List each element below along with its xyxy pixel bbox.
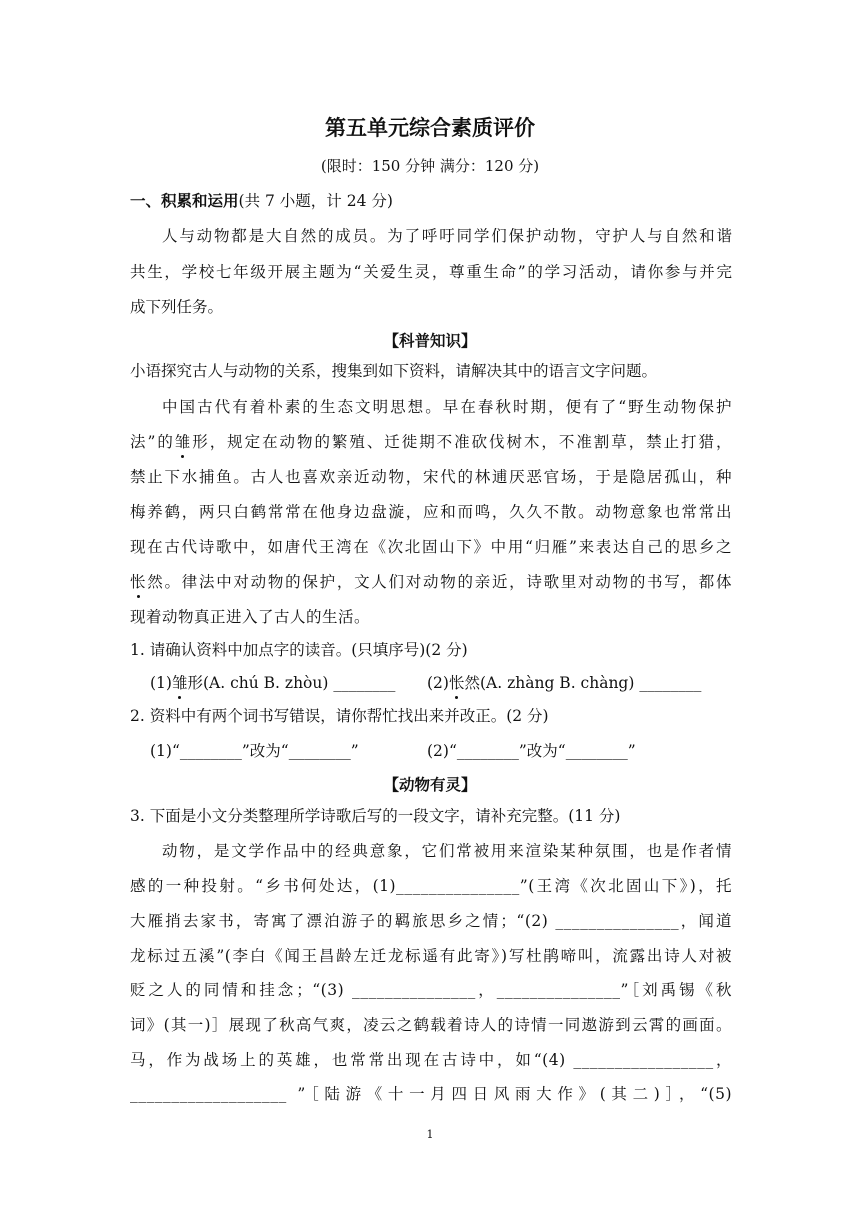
dongwu-para-line-6: 词》(其一)］展现了秋高气爽，凌云之鹤载着诗人的诗情一同遨游到云霄的画面。 — [130, 1016, 732, 1034]
kepu-para-line-7: 现着动物真正进入了古人的生活。 — [130, 608, 371, 626]
dotted-char-chu: 雏 — [174, 433, 191, 451]
question-3: 3. 下面是小文分类整理所学诗歌后写的一段文字，请补充完整。(11 分) — [130, 807, 621, 825]
kepu-para-line-1: 中国古代有着朴素的生态文明思想。早在春秋时期，便有了“野生动物保护 — [162, 398, 732, 416]
question-2: 2. 资料中有两个词书写错误，请你帮忙找出来并改正。(2 分) — [130, 707, 549, 725]
kepu-para-line-2: 法”的雏形，规定在动物的繁殖、迁徙期不准砍伐树木，不准割草，禁止打猎， — [130, 433, 732, 451]
kepu-lead: 小语探究古人与动物的关系，搜集到如下资料，请解决其中的语言文字问题。 — [130, 362, 658, 380]
question-1-item-2: (2)怅然(A. zhàng B. chàng) ________ — [427, 674, 702, 692]
kepu-heading: 【科普知识】 — [383, 332, 477, 350]
question-2-item-2: (2)“________”改为“________” — [427, 742, 636, 760]
question-2-item-1: (1)“________”改为“________” — [150, 742, 359, 760]
section1-heading-line — [130, 191, 732, 211]
question-1-item-1: (1)雏形(A. chú B. zhòu) ________ — [150, 674, 396, 692]
dotted-char-chang: 怅 — [130, 573, 147, 591]
dongwu-para-line-3: 大雁捎去家书，寄寓了漂泊游子的羁旅思乡之情；“(2) _______________，闻道 — [130, 912, 732, 930]
section1-heading: 一、积累和运用 — [130, 192, 239, 210]
kepu-para-line-5: 现在古代诗歌中，如唐代王湾在《次北固山下》中用“归雁”来表达自己的思乡之 — [130, 538, 732, 556]
dongwu-para-line-1: 动物，是文学作品中的经典意象，它们常被用来渲染某种氛围，也是作者情 — [162, 842, 732, 860]
kepu-para-line-4: 梅养鹤，两只白鹤常常在他身边盘漩，应和而鸣，久久不散。动物意象也常常出 — [130, 503, 732, 521]
dongwu-heading: 【动物有灵】 — [383, 776, 477, 794]
kepu-para-line-3: 禁止下水捕鱼。古人也喜欢亲近动物，宋代的林逋厌恶官场，于是隐居孤山，种 — [130, 468, 732, 486]
dongwu-para-line-7: 马，作为战场上的英雄，也常常出现在古诗中，如“(4) _________________， — [130, 1051, 732, 1069]
intro-line-3: 成下列任务。 — [130, 298, 224, 316]
question-1: 1. 请确认资料中加点字的读音。(只填序号)(2 分) — [130, 641, 468, 659]
dongwu-para-line-5: 贬之人的同情和挂念；“(3) _______________，_______________”［刘禹锡《秋 — [130, 981, 732, 999]
dongwu-para-line-2: 感的一种投射。“乡书何处达，(1)_______________”(王湾《次北固山下》)，托 — [130, 877, 732, 895]
dongwu-para-line-8: ___________________ ”［陆游《十一月四日风雨大作》(其二)］，“(5) — [130, 1085, 732, 1103]
page-number: 1 — [426, 1128, 434, 1141]
page-title: 第五单元综合素质评价 — [325, 116, 535, 140]
section1-heading-note: (共 7 小题，计 24 分) — [238, 192, 393, 210]
dotted-char-chu-item: 雏 — [171, 674, 188, 692]
dongwu-para-line-4: 龙标过五溪”(李白《闻王昌龄左迁龙标遥有此寄》)写杜鹃啼叫，流露出诗人对被 — [130, 947, 732, 965]
kepu-para-line-6: 怅然。律法中对动物的保护，文人们对动物的亲近，诗歌里对动物的书写，都体 — [130, 573, 732, 591]
dotted-char-chang-item: 怅 — [448, 674, 465, 692]
intro-line-2: 共生，学校七年级开展主题为“关爱生灵，尊重生命”的学习活动，请你参与并完 — [130, 263, 732, 281]
intro-line-1: 人与动物都是大自然的成员。为了呼吁同学们保护动物，守护人与自然和谐 — [162, 227, 732, 245]
exam-info: (限时：150 分钟 满分：120 分) — [320, 157, 540, 175]
